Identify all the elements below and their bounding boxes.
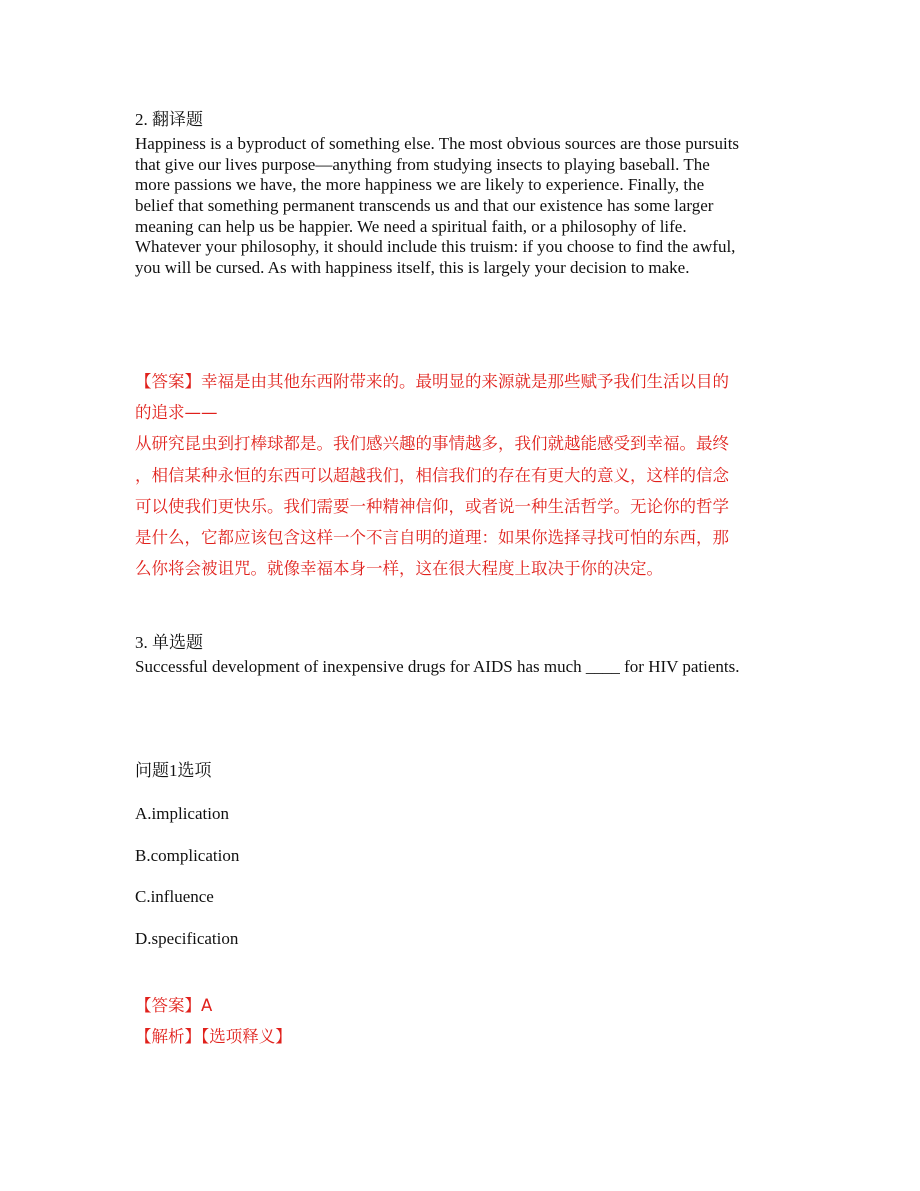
options-title: 问题1选项 bbox=[135, 761, 212, 780]
answer-line: 是什么，它都应该包含这样一个不言自明的道理：如果你选择寻找可怕的东西，那 bbox=[135, 527, 729, 547]
option-c[interactable]: C.influence bbox=[135, 887, 214, 906]
passage-line: belief that something permanent transcends us and that our existence has some larger bbox=[135, 196, 714, 216]
question-3-text: Successful development of inexpensive drugs for AIDS has much ____ for HIV patients. bbox=[135, 657, 740, 676]
answer-line: 么你将会被诅咒。就像幸福本身一样，这在很大程度上取决于你的决定。 bbox=[135, 559, 663, 579]
passage-line: that give our lives purpose—anything from studying insects to playing baseball. The bbox=[135, 154, 710, 174]
answer-line: 从研究昆虫到打棒球都是。我们感兴趣的事情越多，我们就越能感受到幸福。最终 bbox=[135, 434, 729, 454]
question-2-answer bbox=[135, 366, 815, 584]
option-b[interactable]: B.complication bbox=[135, 846, 240, 865]
translation-passage bbox=[135, 134, 795, 279]
answer-line: 可以使我们更快乐。我们需要一种精神信仰，或者说一种生活哲学。无论你的哲学 bbox=[135, 496, 729, 516]
passage-line: you will be cursed. As with happiness itself, this is largely your decision to make. bbox=[135, 258, 690, 278]
question-2-heading: 2. 翻译题 bbox=[135, 110, 203, 129]
passage-line: more passions we have, the more happiness we are likely to experience. Finally, the bbox=[135, 175, 705, 195]
answer-line: 【答案】幸福是由其他东西附带来的。最明显的来源就是那些赋予我们生活以目的 bbox=[135, 372, 729, 391]
question-3-answer: 【答案】A bbox=[135, 996, 213, 1015]
option-a[interactable]: A.implication bbox=[135, 804, 229, 823]
question-3-heading: 3. 单选题 bbox=[135, 633, 203, 652]
question-3-analysis: 【解析】【选项释义】 bbox=[135, 1027, 292, 1046]
passage-line: Happiness is a byproduct of something else. The most obvious sources are those pursuits bbox=[135, 134, 740, 153]
passage-line: meaning can help us be happier. We need a spiritual faith, or a philosophy of life. bbox=[135, 216, 687, 236]
passage-line: Whatever your philosophy, it should include this truism: if you choose to find the awful, bbox=[135, 237, 736, 257]
option-d[interactable]: D.specification bbox=[135, 929, 239, 948]
answer-line: ，相信某种永恒的东西可以超越我们，相信我们的存在有更大的意义，这样的信念 bbox=[135, 465, 729, 485]
answer-line: 的追求—— bbox=[135, 403, 218, 423]
